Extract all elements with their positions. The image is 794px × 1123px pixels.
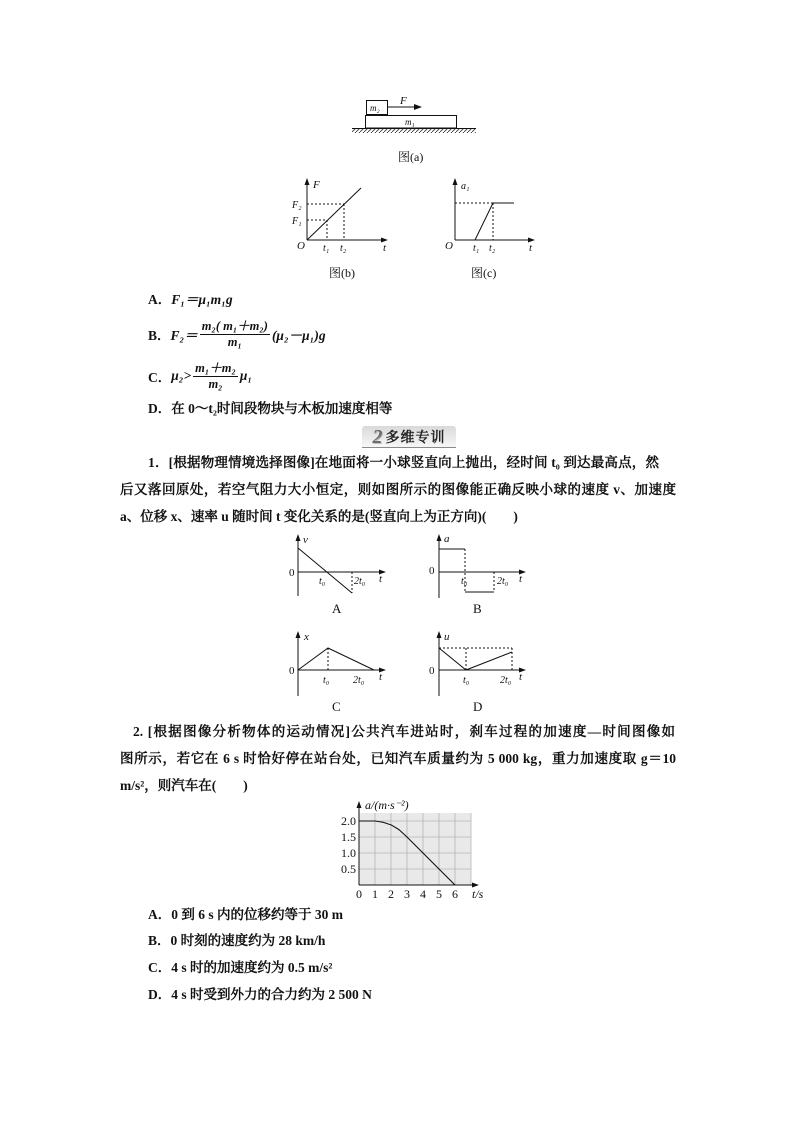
prev-option-b [148, 319, 326, 349]
t1-label: t₁ [323, 243, 330, 254]
t2-label: t₂ [489, 243, 496, 254]
prev-option-c [148, 361, 252, 391]
y-axis-label: F [313, 179, 320, 191]
section-header [362, 426, 456, 448]
y-axis-arrowhead [437, 631, 442, 638]
option-label: C． [148, 370, 172, 385]
chart-plot-background [359, 813, 471, 885]
two-t0-label: 2t₀ [500, 675, 512, 686]
chart-y-tick-label: 1.0 [341, 846, 356, 860]
fraction-denominator: m₂ [208, 376, 223, 391]
board-m1-label: m₁ [405, 117, 415, 127]
y-axis-arrowhead [296, 534, 301, 541]
x-axis-label: t [379, 671, 383, 683]
y-axis-label: a [444, 533, 450, 545]
chart-x-tick-label: 2 [388, 887, 394, 901]
chart-x-tick-label: 1 [372, 887, 378, 901]
chart-y-tick-label: 2.0 [341, 814, 356, 828]
figure-b [291, 178, 388, 280]
ground-hatch [352, 129, 476, 133]
chart-x-tick-label: 3 [404, 887, 410, 901]
q2-option-c: C．4 s 时的加速度约为 0.5 m/s² [148, 960, 333, 975]
option-label: D． [148, 401, 172, 416]
section-number: 2 [372, 425, 383, 448]
option-text: F₁＝μ₁m₁g [171, 292, 233, 307]
t0-label: t₀ [319, 576, 326, 587]
figure-c [445, 178, 535, 280]
option-d-caption: D [473, 699, 483, 714]
origin-label: O [445, 240, 453, 252]
y-axis-label: v [303, 534, 308, 546]
question2-line-1: 2. [根据图像分析物体的运动情况]公共汽车进站时，刹车过程的加速度—时间图像如 [133, 724, 675, 739]
option-lhs: F₂＝ [170, 328, 198, 343]
y-axis-label: a₁ [461, 181, 470, 192]
option-a-caption: A [332, 601, 342, 616]
option-label: A． [148, 292, 172, 307]
fraction-numerator: m₁＋m₂ [195, 360, 236, 375]
x-axis-label: t [529, 242, 533, 254]
q1-graph-a [289, 534, 386, 616]
force-label: F [400, 95, 407, 107]
prev-option-d [148, 401, 392, 417]
t0-label: t₀ [323, 675, 330, 686]
x-axis-label: t [519, 671, 523, 683]
option-b-caption: B [473, 601, 482, 616]
x-axis-label: t [383, 242, 387, 254]
two-t0-label: 2t₀ [353, 675, 365, 686]
question2-line-3: m/s²，则汽车在( ) [120, 778, 248, 793]
chart-y-axis-label: a/(m·s⁻²) [365, 798, 409, 812]
zero-label: 0 [289, 665, 295, 677]
option-text: 在 0～t₂时间段物块与木板加速度相等 [171, 401, 393, 416]
y-axis-label: u [444, 631, 450, 643]
acceleration-rise-line [475, 203, 493, 240]
chart-y-tick-label: 1.5 [341, 830, 356, 844]
option-rhs: (μ₂－μ₁)g [271, 328, 326, 343]
x-axis-label: t [519, 573, 523, 585]
q2-option-a: A．0 到 6 s 内的位移约等于 30 m [148, 907, 343, 922]
question1-line-3: a、位移 x、速率 u 随时间 t 变化关系的是(竖直向上为正方向)( ) [120, 509, 518, 524]
speed-line [439, 648, 512, 670]
question1-line-2: 后又落回原处，若空气阻力大小恒定，则如图所示的图像能正确反映小球的速度 v、加速度 [120, 482, 676, 497]
zero-label: 0 [289, 567, 295, 579]
block-m2-label: m₂ [370, 103, 380, 113]
x-axis-label: t [379, 573, 383, 585]
section-title: 多维专训 [385, 429, 446, 446]
zero-label: 0 [429, 665, 435, 677]
acceleration-time-chart [341, 798, 484, 901]
force-line [307, 188, 361, 240]
option-lhs: μ₂> [171, 368, 192, 383]
t1-label: t₁ [473, 243, 480, 254]
figure-b-caption: 图(b) [329, 266, 355, 280]
f1-label: F₁ [292, 216, 302, 227]
fraction-denominator: m₁ [227, 334, 242, 349]
chart-x-tick-label: 4 [420, 887, 426, 901]
option-c-caption: C [332, 699, 341, 714]
option-rhs: μ₁ [239, 368, 253, 383]
f2-label: F₂ [292, 200, 302, 211]
origin-label: O [297, 240, 305, 252]
t0-label: t₀ [461, 576, 468, 587]
question1-line-1: 1．[根据物理情境选择图像]在地面将一小球竖直向上抛出，经时间 t₀ 到达最高点，然 [148, 455, 659, 470]
y-axis-label: x [304, 631, 309, 643]
figure-a [352, 95, 476, 164]
option-label: B． [148, 328, 171, 343]
chart-x-tick-label: 5 [436, 887, 442, 901]
y-axis-arrowhead [453, 178, 458, 185]
two-t0-label: 2t₀ [354, 576, 366, 587]
fraction [193, 362, 238, 391]
q2-option-d: D．4 s 时受到外力的合力约为 2 500 N [148, 987, 372, 1002]
figure-a-caption: 图(a) [398, 150, 424, 164]
zero-label: 0 [429, 565, 435, 577]
two-t0-label: 2t₀ [497, 576, 509, 587]
fraction-numerator: m₂( m₁＋m₂) [201, 318, 268, 333]
chart-y-axis-arrowhead [357, 801, 362, 808]
y-axis-arrowhead [305, 178, 310, 185]
force-arrowhead [414, 104, 422, 110]
t0-label: t₀ [463, 675, 470, 686]
chart-x-tick-label: 0 [356, 887, 362, 901]
chart-y-tick-label: 0.5 [341, 862, 356, 876]
q1-graph-d [429, 631, 526, 714]
q2-option-b: B．0 时刻的速度约为 28 km/h [148, 933, 326, 948]
chart-x-axis-label: t/s [472, 887, 484, 901]
t2-label: t₂ [340, 243, 347, 254]
figure-c-caption: 图(c) [471, 266, 497, 280]
fraction [200, 320, 270, 349]
q1-graph-b [429, 533, 526, 616]
y-axis-arrowhead [296, 631, 301, 638]
y-axis-arrowhead [437, 534, 442, 541]
displacement-line [298, 648, 374, 670]
chart-x-tick-label: 6 [452, 887, 458, 901]
q1-graph-c [289, 631, 386, 714]
question2-line-2: 图所示，若它在 6 s 时恰好停在站台处，已知汽车质量约为 5 000 kg，重力加速度取 g＝10 [120, 751, 676, 766]
prev-option-a [148, 292, 233, 308]
